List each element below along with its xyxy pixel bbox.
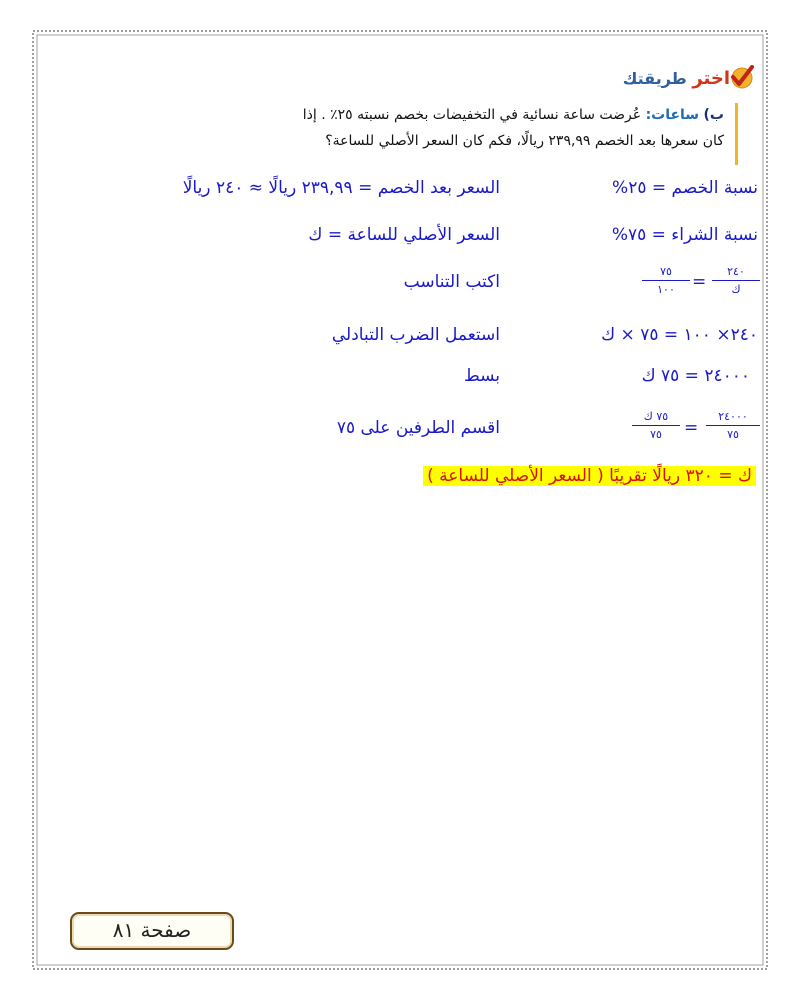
divide-both-sides-step: اقسم الطرفين على ٧٥ (336, 418, 500, 438)
fraction-numerator: ٧٥ ك (632, 410, 680, 426)
simplified-equation: ٢٤٠٠٠ = ٧٥ ك (641, 366, 750, 386)
discount-rate: نسبة الخصم = ٢٥% (612, 178, 758, 198)
page-border (30, 28, 770, 972)
original-price: السعر الأصلي للساعة = ك (308, 225, 500, 245)
fraction-75-over-100 (642, 265, 690, 296)
simplify-step: بسط (463, 366, 500, 386)
final-answer: ك = ٣٢٠ ريالًا تقريبًا ( السعر الأصلي للساعة ) (423, 466, 756, 486)
fraction-denominator: ١٠٠ (657, 283, 675, 296)
problem-side-bar (735, 103, 738, 165)
fraction-denominator: ك (731, 283, 741, 296)
price-after-discount: السعر بعد الخصم = ٢٣٩,٩٩ ريالًا ≈ ٢٤٠ ريالًا (182, 178, 500, 198)
page-number: صفحة ٨١ (112, 918, 192, 942)
problem-text (124, 102, 724, 154)
purchase-rate: نسبة الشراء = ٧٥% (611, 225, 758, 245)
equals-sign: = (684, 418, 699, 438)
fraction-denominator: ٧٥ (650, 428, 662, 441)
fraction-numerator: ٢٤٠ (712, 265, 760, 281)
try-section-title (623, 68, 730, 89)
problem-line-2: كان سعرها بعد الخصم ٢٣٩,٩٩ ريالًا، فكم كان السعر الأصلي للساعة؟ (325, 133, 724, 149)
problem-label: ب) (703, 107, 724, 123)
try-title-accent: اختر (692, 68, 730, 89)
fraction-numerator: ٢٤٠٠٠ (706, 410, 760, 426)
page-number-box (70, 912, 234, 950)
cross-product-equation: ٢٤٠× ١٠٠ = ٧٥ × ك (601, 325, 758, 345)
problem-line-1 (124, 102, 724, 128)
fraction-numerator: ٧٥ (642, 265, 690, 281)
problem-keyword: ساعات: (645, 107, 700, 123)
fraction-24000-over-75 (706, 410, 760, 441)
checkmark-icon (727, 62, 755, 90)
fraction-denominator: ٧٥ (727, 428, 739, 441)
fraction-75k-over-75 (632, 410, 680, 441)
use-cross-multiplication-step: استعمل الضرب التبادلي (331, 325, 500, 345)
fraction-240-over-k (712, 265, 760, 296)
write-proportion-step: اكتب التناسب (403, 272, 500, 292)
try-title-rest: طريقتك (622, 69, 687, 88)
equals-sign: = (692, 272, 707, 292)
problem-line-1-text: عُرضت ساعة نسائية في التخفيضات بخصم نسبته ٢٥٪ . إذا (302, 107, 642, 123)
